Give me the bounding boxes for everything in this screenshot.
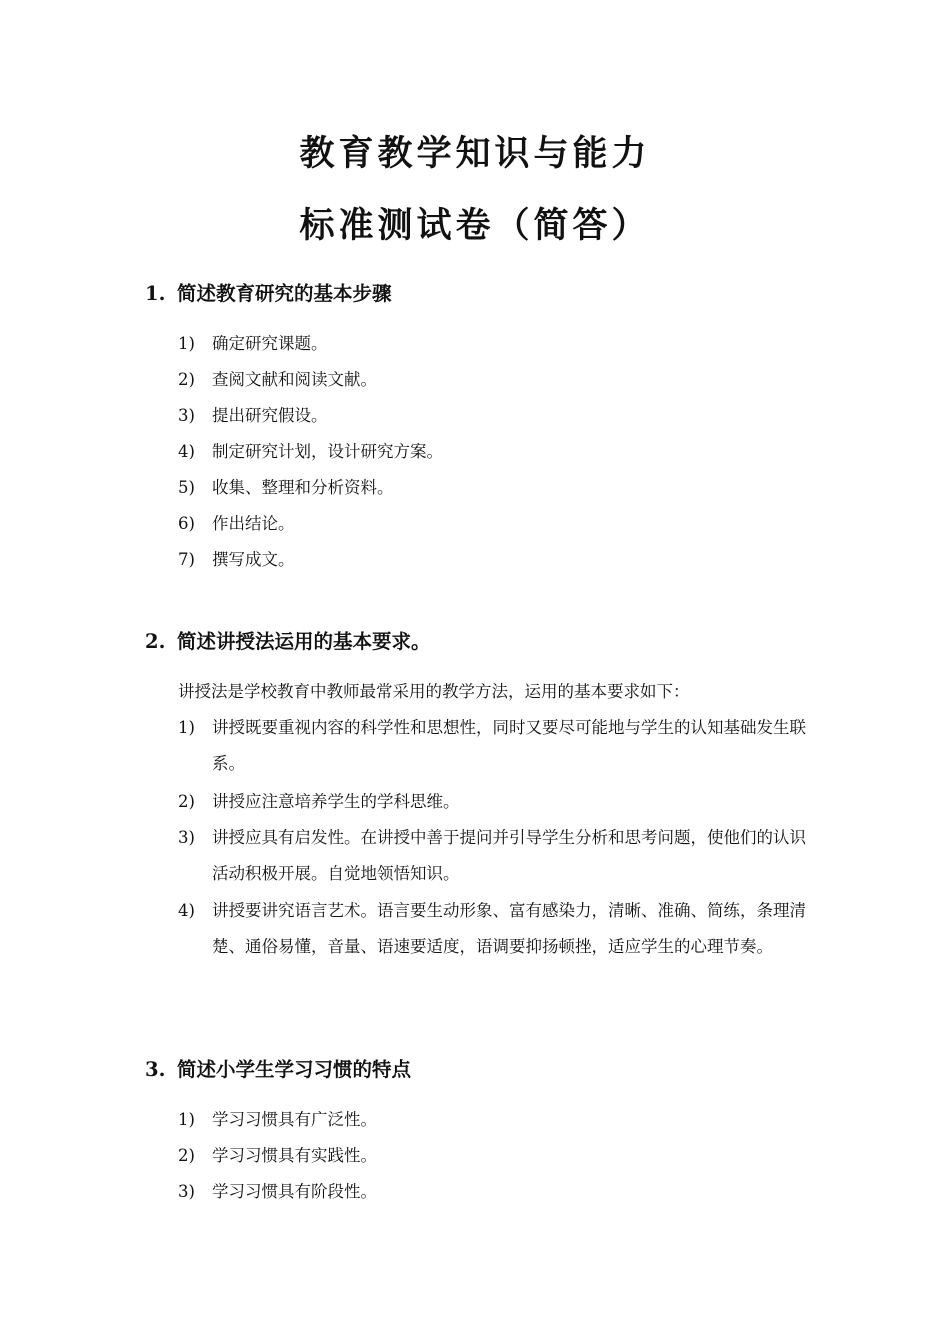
list-item xyxy=(178,398,818,434)
list-item xyxy=(178,784,818,820)
list-item xyxy=(178,1174,818,1210)
list-item-number: 3) xyxy=(178,406,195,425)
document-title-line-2: 标准测试卷（简答） xyxy=(299,205,651,246)
list-item-number: 5) xyxy=(178,478,195,497)
list-item-number: 2) xyxy=(178,1146,195,1165)
list-item-text: 讲授要讲究语言艺术。语言要生动形象、富有感染力，清晰、准确、简练，条理清楚、通俗易懂，音量、语速要适度，语调要抑扬顿挫，适应学生的心理节奏。 xyxy=(212,901,806,956)
list-item-text: 学习习惯具有广泛性。 xyxy=(212,1110,377,1129)
list-item xyxy=(178,506,818,542)
list-item-text: 讲授既要重视内容的科学性和思想性，同时又要尽可能地与学生的认知基础发生联系。 xyxy=(212,718,806,773)
question-2-intro: 讲授法是学校教育中教师最常采用的教学方法，运用的基本要求如下： xyxy=(178,682,690,701)
list-item-text: 撰写成文。 xyxy=(212,550,295,569)
list-item xyxy=(178,470,818,506)
list-item-number: 3) xyxy=(178,1182,195,1201)
list-item xyxy=(178,542,818,578)
question-3-heading xyxy=(145,1056,411,1084)
list-item xyxy=(178,893,818,965)
list-item-number: 7) xyxy=(178,550,195,569)
list-item-number: 3) xyxy=(178,828,195,847)
list-item-text: 学习习惯具有实践性。 xyxy=(212,1146,377,1165)
question-1-heading xyxy=(145,280,392,308)
list-item xyxy=(178,434,818,470)
document-title-line-1: 教育教学知识与能力 xyxy=(299,133,651,174)
question-heading-text: 简述教育研究的基本步骤 xyxy=(177,282,392,305)
list-item xyxy=(178,326,818,362)
list-item-text: 查阅文献和阅读文献。 xyxy=(212,370,377,389)
list-item-text: 制定研究计划，设计研究方案。 xyxy=(212,442,443,461)
list-item-text: 讲授应注意培养学生的学科思维。 xyxy=(212,792,460,811)
list-item-number: 6) xyxy=(178,514,195,533)
list-item-text: 讲授应具有启发性。在讲授中善于提问并引导学生分析和思考问题，使他们的认识活动积极开展。自觉地领悟知识。 xyxy=(212,828,806,883)
question-number: 3. xyxy=(145,1058,166,1081)
list-item-number: 2) xyxy=(178,370,195,389)
list-item xyxy=(178,820,818,892)
list-item-number: 1) xyxy=(178,718,195,737)
question-number: 2. xyxy=(145,630,166,653)
question-heading-text: 简述讲授法运用的基本要求。 xyxy=(177,630,431,653)
list-item-text: 收集、整理和分析资料。 xyxy=(212,478,394,497)
list-item xyxy=(178,710,818,782)
question-heading-text: 简述小学生学习习惯的特点 xyxy=(177,1058,412,1081)
list-item-number: 4) xyxy=(178,442,195,461)
list-item xyxy=(178,1102,818,1138)
list-item-text: 学习习惯具有阶段性。 xyxy=(212,1182,377,1201)
list-item-number: 4) xyxy=(178,901,195,920)
list-item-text: 提出研究假设。 xyxy=(212,406,328,425)
list-item-number: 2) xyxy=(178,792,195,811)
question-number: 1. xyxy=(145,282,166,305)
list-item-number: 1) xyxy=(178,1110,195,1129)
question-2-heading xyxy=(145,628,431,656)
list-item-text: 确定研究课题。 xyxy=(212,334,328,353)
list-item xyxy=(178,1138,818,1174)
list-item-text: 作出结论。 xyxy=(212,514,295,533)
list-item-number: 1) xyxy=(178,334,195,353)
list-item xyxy=(178,362,818,398)
